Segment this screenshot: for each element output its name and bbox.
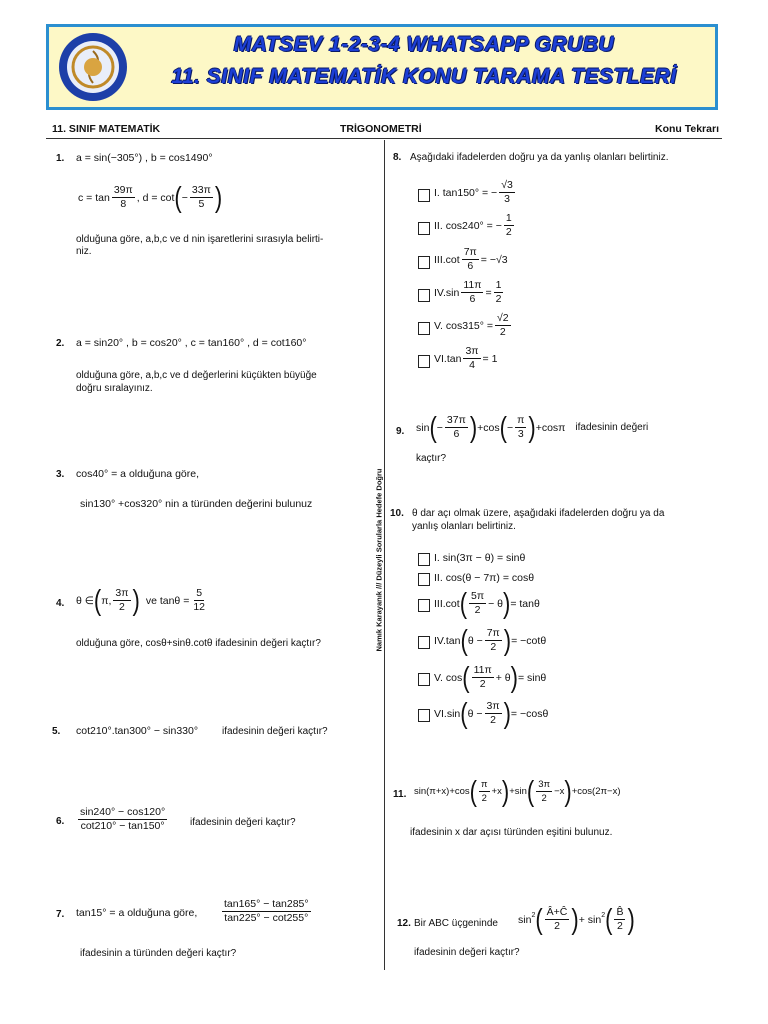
- q10-item-6-post: = −cosθ: [510, 707, 549, 720]
- q12-number: 12.: [397, 918, 411, 929]
- q11-nu2: 3π: [538, 779, 551, 790]
- q12-lparen-1: (: [535, 902, 543, 936]
- q12-pre: Bir ABC üçgeninde: [414, 918, 498, 929]
- q1-text1: olduğuna göre, a,b,c ve d nin işaretlerini sırasıyla belirti-: [76, 234, 324, 245]
- q10-item-5-de: 2: [479, 678, 486, 690]
- q10-checkbox-5[interactable]: [418, 673, 430, 686]
- q4-de: 2: [119, 601, 125, 613]
- q9-b-de: 3: [517, 428, 524, 440]
- q8-checkbox-3[interactable]: [418, 256, 430, 269]
- q4-pre: θ ∈: [76, 594, 94, 607]
- q5-number: 5.: [52, 726, 61, 737]
- q8-item-5-label: V.: [434, 319, 443, 332]
- q8-item-2-label: II.: [434, 219, 443, 232]
- q7-de: tan225° − cot255°: [224, 912, 309, 924]
- q1-c-pre: c = tan: [78, 191, 110, 204]
- q10-item-3-rparen: ): [503, 586, 511, 620]
- q8-checkbox-2[interactable]: [418, 222, 430, 235]
- q11-text: ifadesinin x dar açısı türünden eşitini bulunuz.: [410, 827, 613, 838]
- q4-nu: 3π: [115, 587, 129, 599]
- q8-item-4-label: IV.: [434, 286, 446, 299]
- q10-text2: yanlış olanları belirtiniz.: [412, 521, 516, 532]
- q5-expr: cot210°.tan300° − sin330°: [76, 725, 199, 737]
- q4-text: olduğuna göre, cosθ+sinθ.cotθ ifadesinin değeri kaçtır?: [76, 638, 321, 649]
- q10-checkbox-6[interactable]: [418, 709, 430, 722]
- q10-item-1: [434, 552, 525, 564]
- q2-line1: a = sin20° , b = cos20° , c = tan160° , d = cot160°: [76, 337, 307, 349]
- q12-sup-1: 2: [531, 912, 536, 919]
- q1-number: 1.: [56, 153, 65, 164]
- q9-b: +cos: [477, 421, 500, 434]
- header-section: Konu Tekrarı: [655, 123, 719, 135]
- q11-de2: 2: [541, 793, 547, 804]
- q1-lparen: (: [174, 180, 182, 214]
- q6-text: ifadesinin değeri kaçtır?: [190, 817, 296, 828]
- q8-item-2-nu: 1: [505, 212, 512, 224]
- q10-item-5-pre: cos: [445, 671, 463, 684]
- q1-line1: a = sin(−305°) , b = cos1490°: [76, 152, 213, 164]
- q11-m1: +x: [491, 786, 502, 797]
- q10-item-4-nu: 7π: [486, 627, 500, 639]
- q10-item-5: [434, 660, 547, 694]
- q12-sup-2: 2: [601, 912, 606, 919]
- q10-item-4-frac: [485, 627, 502, 654]
- q1-text2: niz.: [76, 246, 92, 257]
- q5-text: ifadesinin değeri kaçtır?: [222, 726, 328, 737]
- q8-item-1-label: I.: [434, 186, 440, 199]
- q10-item-6-nu: 3π: [486, 700, 500, 712]
- q1-d-nu: 33π: [191, 184, 211, 196]
- q8-item-5-nu: √2: [497, 312, 509, 324]
- q9-text: ifadesinin değeri: [575, 422, 649, 433]
- q8-item-5: [434, 312, 513, 339]
- q11-de1: 2: [481, 793, 487, 804]
- q12-rparen-1: ): [571, 902, 579, 936]
- q10-item-2-expr: cos(θ − 7π) = cosθ: [445, 572, 535, 584]
- q4-number: 4.: [56, 598, 65, 609]
- q10-checkbox-2[interactable]: [418, 573, 430, 586]
- q10-item-5-mid: + θ: [495, 671, 511, 684]
- q10-item-4: [434, 623, 547, 657]
- q10-item-3-label: III.: [434, 597, 446, 610]
- q10-item-6-mid: θ −: [467, 707, 483, 720]
- q9-c: +cosπ: [535, 421, 566, 434]
- q9-a: sin: [416, 421, 430, 434]
- q10-item-2: [434, 572, 534, 584]
- q4-expr: [76, 583, 209, 617]
- q3-number: 3.: [56, 469, 65, 480]
- q9-rparen-b: ): [528, 410, 536, 444]
- q11-p1: sin(π+x)+cos: [414, 786, 470, 797]
- q10-item-5-lparen: (: [462, 660, 470, 694]
- q3-line2: sin130° +cos320° nin a türünden değerini bulunuz: [80, 498, 313, 510]
- q9-expr: [416, 410, 649, 444]
- q10-item-6-de: 2: [490, 714, 496, 726]
- q8-item-4-nu2: 1: [495, 279, 502, 291]
- q9-b-nu: π: [517, 414, 525, 426]
- q8-item-6-label: VI.: [434, 352, 447, 365]
- q10-item-5-nu: 11π: [473, 664, 492, 676]
- header-rule: [46, 138, 722, 139]
- q11-frac-2: [536, 778, 552, 805]
- q11-number: 11.: [393, 789, 407, 800]
- q9-lparen-b: (: [499, 410, 507, 444]
- q12-frac-1: [545, 906, 570, 933]
- q1-c-frac: [112, 184, 135, 211]
- q8-item-5-pre: cos315° =: [445, 319, 493, 332]
- q10-item-4-pre: tan: [445, 634, 461, 647]
- q1-rparen: ): [214, 180, 223, 214]
- q8-item-1-pre: tan150° = −: [442, 186, 498, 199]
- q9-a-frac: [445, 414, 468, 441]
- q12-lparen-2: (: [605, 902, 613, 936]
- q10-item-4-rparen: ): [503, 623, 512, 657]
- q11-p3: +cos(2π−x): [571, 786, 621, 797]
- q8-item-2-pre: cos240° = −: [445, 219, 502, 232]
- q12-de1: 2: [554, 920, 560, 932]
- q8-item-4-nu: 11π: [463, 279, 482, 291]
- q7-nu: tan165° − tan285°: [224, 898, 309, 910]
- q9-b-frac: [515, 414, 526, 441]
- q10-item-6: [434, 696, 549, 730]
- q9-rparen-a: ): [469, 410, 478, 444]
- q10-item-4-label: IV.: [434, 634, 446, 647]
- q8-checkbox-6[interactable]: [418, 355, 430, 368]
- q8-checkbox-5[interactable]: [418, 322, 430, 335]
- q8-item-6-pre: tan: [446, 352, 462, 365]
- q7-number: 7.: [56, 909, 65, 920]
- q4-a: π,: [101, 594, 112, 607]
- q9-a-sign: −: [436, 421, 443, 434]
- q11-nu1: π: [480, 779, 488, 790]
- q8-item-1: [434, 179, 517, 206]
- q8-item-3-nu: 7π: [463, 246, 477, 258]
- q1-line2: [78, 180, 223, 214]
- banner-title: MATSEV 1-2-3-4 WHATSAPP GRUBU: [233, 33, 615, 56]
- header-topic: TRİGONOMETRİ: [340, 123, 422, 135]
- q6-de: cot210° − tan150°: [80, 820, 165, 832]
- q12-plus: + sin: [578, 913, 602, 926]
- q8-item-6-nu: 3π: [465, 345, 479, 357]
- q8-checkbox-1[interactable]: [418, 189, 430, 202]
- q8-item-6-frac: [463, 345, 480, 372]
- q8-item-4-frac2: [494, 279, 504, 306]
- q1-d-pre: , d = cot: [136, 191, 175, 204]
- q8-item-1-frac: [499, 179, 515, 206]
- q8-item-3-label: III.: [434, 253, 446, 266]
- q10-item-1-label: I.: [434, 552, 440, 564]
- q6-number: 6.: [56, 816, 65, 827]
- q3-line1: cos40° = a olduğuna göre,: [76, 468, 200, 480]
- q8-item-3-frac: [462, 246, 479, 273]
- q8-item-6-de: 4: [469, 359, 475, 371]
- q10-item-6-frac: [485, 700, 502, 727]
- q9-number: 9.: [396, 426, 405, 437]
- q10-item-1-expr: sin(3π − θ) = sinθ: [442, 552, 526, 564]
- q1-c-nu: 39π: [113, 184, 133, 196]
- q10-number: 10.: [390, 508, 404, 519]
- q12-rparen-2: ): [627, 902, 635, 936]
- q8-checkbox-4[interactable]: [418, 289, 430, 302]
- matsev-logo-icon: [57, 31, 129, 103]
- q9-lparen-a: (: [429, 410, 437, 444]
- q8-item-1-nu: √3: [501, 179, 513, 191]
- q12-text: ifadesinin değeri kaçtır?: [414, 947, 520, 958]
- q10-item-3-de: 2: [474, 604, 481, 616]
- q10-item-4-lparen: (: [460, 623, 468, 657]
- q8-text: Aşağıdaki ifadelerden doğru ya da yanlış olanları belirtiniz.: [410, 152, 669, 163]
- column-divider: [384, 140, 385, 970]
- q12-s1: sin: [518, 913, 532, 926]
- q8-item-4-de2: 2: [495, 293, 502, 305]
- q10-item-6-lparen: (: [460, 696, 468, 730]
- q8-item-3-de: 6: [467, 260, 474, 272]
- q8-item-3-post: = −√3: [480, 253, 508, 266]
- q6-frac: [78, 806, 167, 833]
- q10-item-5-rparen: ): [510, 660, 518, 694]
- q12-nu2: B̂: [616, 906, 624, 918]
- q8-item-1-de: 3: [504, 193, 510, 205]
- q11-m2: −x: [554, 786, 565, 797]
- q2-text1: olduğuna göre, a,b,c ve d değerlerini küçükten büyüğe: [76, 370, 317, 381]
- q8-item-5-frac: [495, 312, 511, 339]
- q10-item-3-nu: 5π: [471, 590, 485, 602]
- q7-expr: [220, 898, 313, 925]
- header-banner: [46, 24, 718, 110]
- q8-item-2-frac: [504, 212, 514, 239]
- q10-item-6-pre: sin: [446, 707, 461, 720]
- q4-frac2: [191, 587, 207, 614]
- q10-item-5-post: = sinθ: [517, 671, 547, 684]
- q9-a-de: 6: [453, 428, 460, 440]
- q8-item-4-de: 6: [469, 293, 476, 305]
- q6-expr: [76, 806, 169, 833]
- q12-nu1: Â+Ĉ: [546, 906, 568, 918]
- q10-item-6-label: VI.: [434, 707, 447, 720]
- q10-checkbox-4[interactable]: [418, 636, 430, 649]
- q8-item-4: [434, 279, 505, 306]
- q7-text: ifadesinin a türünden değeri kaçtır?: [80, 948, 237, 959]
- q12-de2: 2: [617, 920, 623, 932]
- q4-de2: 12: [193, 601, 206, 613]
- q9-b-sign: −: [506, 421, 514, 434]
- q1-c-de: 8: [120, 198, 127, 210]
- q4-rparen: ): [132, 583, 140, 617]
- q10-item-4-de: 2: [490, 641, 497, 653]
- q11-frac-1: [479, 778, 490, 805]
- q8-item-3: [434, 246, 508, 273]
- q10-item-4-mid: θ −: [467, 634, 483, 647]
- q8-item-6: [434, 345, 497, 372]
- q12-expr: [518, 902, 635, 936]
- q10-checkbox-3[interactable]: [418, 599, 430, 612]
- side-note: Namık Karayanık /// Düzeyli Sorularla Hedefe Doğru: [374, 468, 384, 652]
- q1-d-de: 5: [198, 198, 205, 210]
- q8-number: 8.: [393, 152, 402, 163]
- q8-item-2-de: 2: [505, 226, 512, 238]
- q4-frac: [113, 587, 130, 614]
- q10-item-3-post: = tanθ: [510, 597, 540, 610]
- q1-d-sign: −: [181, 191, 188, 204]
- q10-item-3-frac: [469, 590, 486, 617]
- q10-text1: θ dar açı olmak üzere, aşağıdaki ifadelerden doğru ya da: [412, 508, 665, 519]
- q1-d-frac: [190, 184, 213, 211]
- q6-nu: sin240° − cos120°: [80, 806, 166, 818]
- q2-text2: doğru sıralayınız.: [76, 383, 153, 394]
- q10-item-3-mid: − θ: [488, 597, 503, 610]
- q9-a-nu: 37π: [446, 414, 466, 426]
- q8-item-4-pre: sin: [445, 286, 460, 299]
- q10-checkbox-1[interactable]: [418, 553, 430, 566]
- q8-item-3-pre: cot: [445, 253, 460, 266]
- q10-item-3: [434, 586, 540, 620]
- q9-text2: kaçtır?: [416, 453, 447, 464]
- q10-item-3-pre: cot: [445, 597, 460, 610]
- q8-item-4-frac: [461, 279, 483, 306]
- q10-item-5-frac: [472, 664, 494, 691]
- q11-expr: [414, 774, 621, 808]
- q10-item-6-rparen: ): [503, 696, 511, 730]
- q4-mid: ve tanθ =: [145, 594, 190, 607]
- q11-rparen-2: ): [564, 774, 572, 808]
- q12-frac-2: [614, 906, 625, 933]
- q8-item-2: [434, 212, 516, 239]
- q4-nu2: 5: [196, 587, 203, 599]
- q10-item-5-label: V.: [434, 671, 443, 684]
- q8-item-6-post: = 1: [482, 352, 498, 365]
- q11-rparen-1: ): [501, 774, 510, 808]
- q11-lparen-1: (: [469, 774, 477, 808]
- q11-lparen-2: (: [526, 774, 535, 808]
- q7-pre: tan15° = a olduğuna göre,: [76, 907, 198, 919]
- q10-item-2-label: II.: [434, 572, 443, 584]
- header-class: 11. SINIF MATEMATİK: [52, 123, 161, 135]
- q10-item-4-post: = −cotθ: [511, 634, 547, 647]
- q8-item-4-post: =: [485, 286, 492, 299]
- banner-subtitle: 11. SINIF MATEMATİK KONU TARAMA TESTLERİ: [171, 65, 677, 88]
- q4-lparen: (: [93, 583, 102, 617]
- q11-p2: +sin: [509, 786, 527, 797]
- q10-item-3-lparen: (: [459, 586, 468, 620]
- q7-frac: [222, 898, 311, 925]
- q2-number: 2.: [56, 338, 65, 349]
- q8-item-5-de: 2: [499, 326, 506, 338]
